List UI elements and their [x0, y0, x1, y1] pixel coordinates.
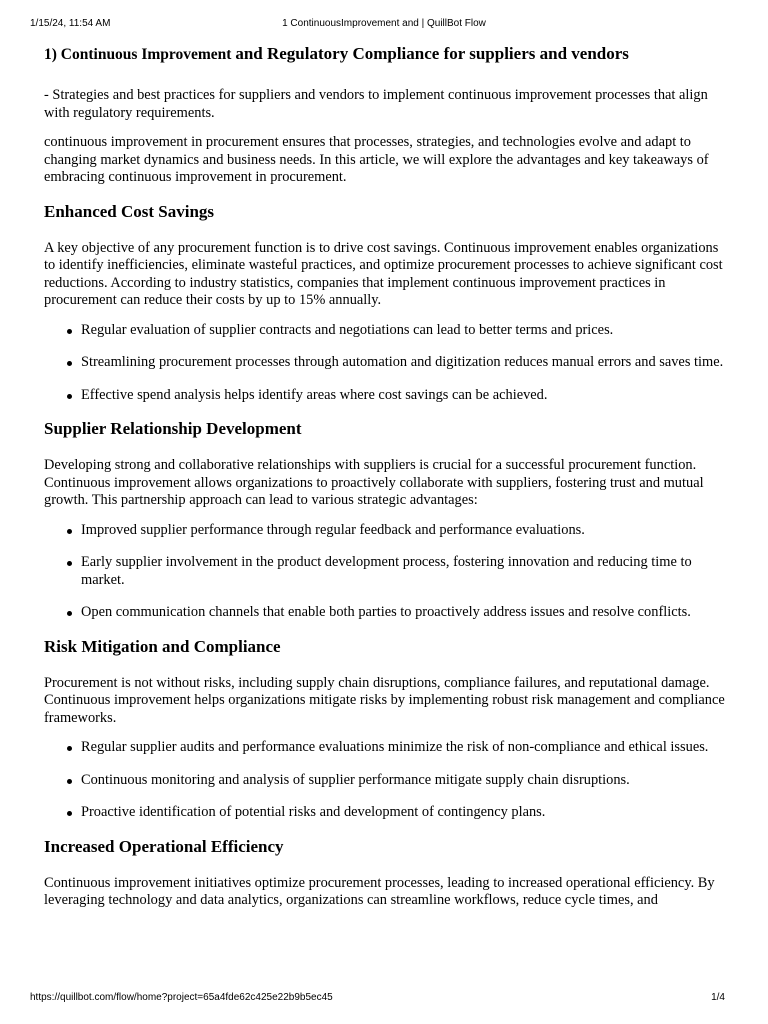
section-paragraph-supplier-relationship: Developing strong and collaborative relationships with suppliers is crucial for a successful procurement function. Continuous improvement allows organizations to proactively collaborate with suppliers, fostering trust and mutual growth. This partnership approach can lead to various strategic advantages:	[44, 457, 704, 508]
print-datetime: 1/15/24, 11:54 AM	[30, 18, 111, 29]
section-paragraph-risk-mitigation: Procurement is not without risks, including supply chain disruptions, compliance failures, and reputational damage. Continuous improvement helps organizations mitigate risks by implementing robust risk management and compliance frameworks.	[44, 674, 725, 726]
section-heading-cost-savings: Enhanced Cost Savings	[44, 201, 215, 221]
section-heading-risk-mitigation: Risk Mitigation and Compliance	[44, 636, 281, 656]
title-prefix: 1) Continuous Improvement	[44, 46, 236, 63]
document-subtitle: - Strategies and best practices for suppliers and vendors to implement continuous improvement processes that align with regulatory requirements.	[44, 87, 708, 121]
print-url: https://quillbot.com/flow/home?project=65a4fde62c425e22b9b5ec45	[30, 992, 333, 1003]
list-item: Streamlining procurement processes through automation and digitization reduces manual errors and saves time.	[81, 354, 728, 372]
list-item: Regular evaluation of supplier contracts and negotiations can lead to better terms and prices.	[81, 322, 728, 340]
section-paragraph-operational-efficiency: Continuous improvement initiatives optimize procurement processes, leading to increased operational efficiency. By leveraging technology and data analytics, organizations can streamline workflows, reduce cycle times, and	[44, 874, 715, 908]
list-item: Effective spend analysis helps identify areas where cost savings can be achieved.	[81, 387, 728, 405]
list-item: Regular supplier audits and performance evaluations minimize the risk of non-compliance and ethical issues.	[81, 739, 728, 757]
print-page-title: 1 ContinuousImprovement and | QuillBot Flow	[282, 18, 486, 29]
print-header	[0, 18, 768, 32]
bullet-list-risk-mitigation	[44, 739, 728, 822]
print-footer	[0, 992, 768, 1006]
section-heading-operational-efficiency: Increased Operational Efficiency	[44, 836, 284, 856]
bullet-list-cost-savings	[44, 322, 728, 405]
list-item: Improved supplier performance through regular feedback and performance evaluations.	[81, 522, 728, 540]
title-rest: and Regulatory Compliance for suppliers and vendors	[235, 44, 629, 63]
print-page-number: 1/4	[711, 992, 725, 1003]
document-body	[44, 44, 728, 922]
list-item: Open communication channels that enable both parties to proactively address issues and resolve conflicts.	[81, 604, 728, 622]
section-paragraph-cost-savings: A key objective of any procurement function is to drive cost savings. Continuous improvement enables organizations to identify inefficiencies, eliminate wasteful practices, and optimize procurement processes to achieve significant cost reductions. According to industry statistics, companies that implement continuous improvement practices in procurement can reduce their costs by up to 15% annually.	[44, 239, 723, 308]
section-heading-supplier-relationship: Supplier Relationship Development	[44, 419, 302, 438]
list-item: Continuous monitoring and analysis of supplier performance mitigate supply chain disruptions.	[81, 772, 728, 790]
document-title	[44, 44, 728, 65]
list-item: Proactive identification of potential risks and development of contingency plans.	[81, 804, 728, 822]
list-item: Early supplier involvement in the product development process, fostering innovation and reducing time to market.	[81, 554, 728, 589]
intro-paragraph: continuous improvement in procurement ensures that processes, strategies, and technologies evolve and adapt to changing market dynamics and business needs. In this article, we will explore the advantages and key takeaways of embracing continuous improvement in procurement.	[44, 134, 709, 185]
bullet-list-supplier-relationship	[44, 522, 728, 622]
